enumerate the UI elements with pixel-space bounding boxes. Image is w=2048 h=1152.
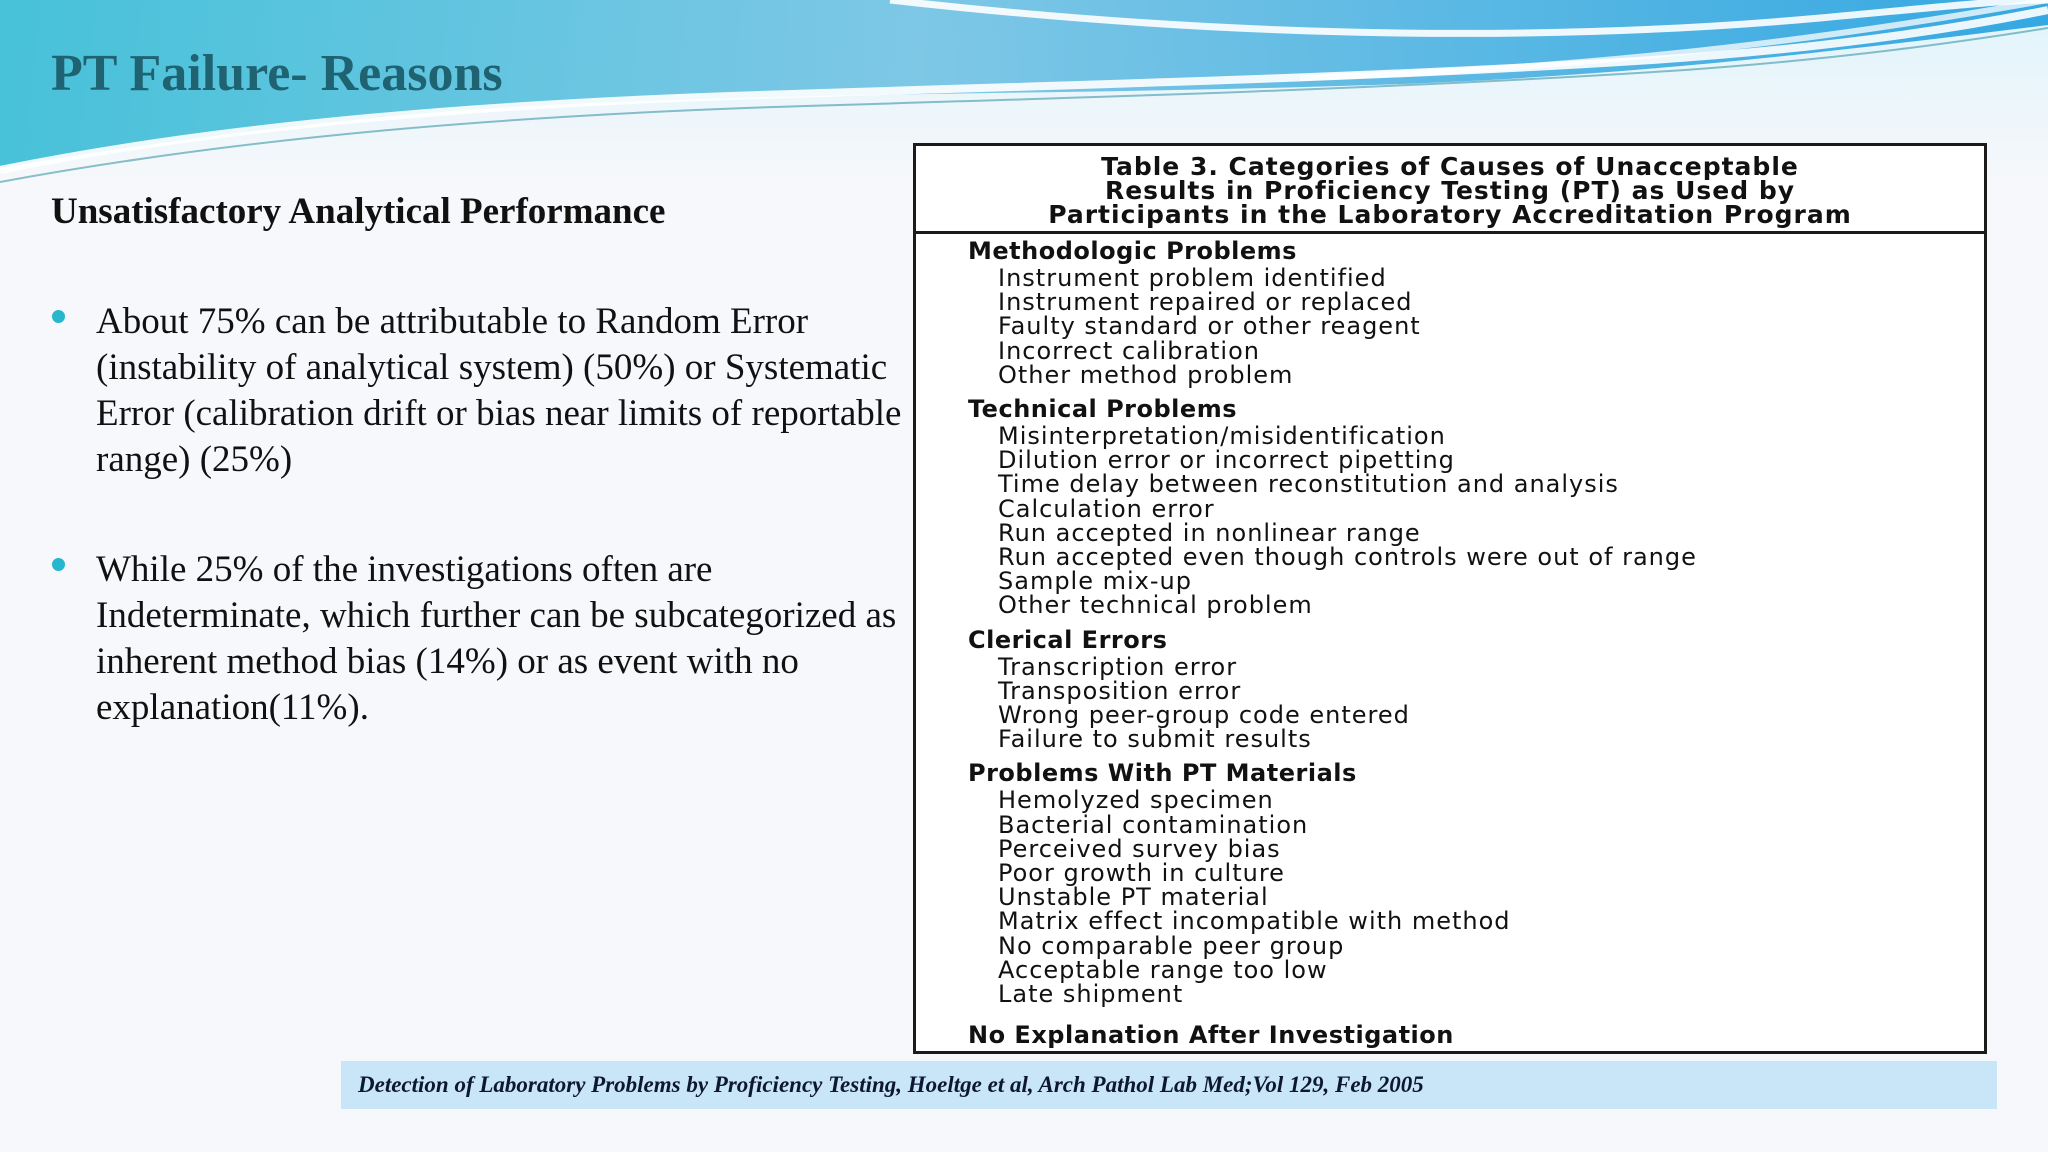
table-list-item: Other technical problem — [998, 591, 1313, 620]
table-list-item: Time delay between reconstitution and analysis — [998, 470, 1619, 499]
table-list-item: Run accepted even though controls were out of range — [998, 543, 1697, 572]
category-no-explanation: No Explanation After Investigation — [968, 1021, 1454, 1049]
table-list-item: Instrument repaired or replaced — [998, 288, 1413, 317]
slide-title: PT Failure- Reasons — [51, 45, 503, 102]
table-list-item: Calculation error — [998, 494, 1215, 523]
table-list-item: Perceived survey bias — [998, 834, 1281, 863]
table-list-item: Faulty standard or other reagent — [998, 312, 1421, 341]
bullet-text: While 25% of the investigations often are Indeterminate, which further can be subcategorized as inherent method bias (14%) or as event with no explanation(11%). — [96, 549, 897, 728]
bullet-dot-icon — [52, 558, 65, 571]
category-technical-problems: Technical Problems — [968, 395, 1237, 424]
bullet-dot-icon — [52, 310, 65, 323]
table-list-item: Run accepted in nonlinear range — [998, 518, 1421, 547]
table-list-item: Matrix effect incompatible with method — [998, 907, 1511, 936]
table-title-line: Results in Proficiency Testing (PT) as Used by — [1104, 176, 1796, 205]
table-list-item: Transcription error — [998, 652, 1238, 681]
table-list-item: Unstable PT material — [998, 883, 1269, 912]
table-list-item: Transposition error — [998, 676, 1242, 705]
table-list-item: Dilution error or incorrect pipetting — [998, 446, 1455, 475]
table-list-item: Failure to submit results — [998, 725, 1312, 754]
citation-bar: Detection of Laboratory Problems by Proficiency Testing, Hoeltge et al, Arch Pathol Lab Med;Vol 129, Feb 2005 — [341, 1061, 1997, 1109]
table-title — [916, 146, 1984, 234]
table-list-item: Hemolyzed specimen — [998, 786, 1274, 815]
table-list-item: Incorrect calibration — [998, 336, 1260, 365]
table-title-line: Participants in the Laboratory Accreditation Program — [1048, 200, 1852, 229]
table-list-item: Other method problem — [998, 360, 1294, 389]
bullet-text: About 75% can be attributable to Random Error (instability of analytical system) (50%) or Systematic Error (calibration drift or bias near limits of reportable range) (25%) — [96, 301, 902, 480]
table-title-line: Table 3. Categories of Causes of Unacceptable — [1101, 152, 1799, 181]
category-pt-materials-problems: Problems With PT Materials — [968, 759, 1357, 788]
bullet-item-indeterminate — [52, 547, 902, 731]
table-list-item: Wrong peer-group code entered — [998, 701, 1410, 730]
bullet-item-random-systematic-error — [52, 299, 902, 483]
pt-causes-table — [913, 143, 1987, 1054]
table-list-item: Bacterial contamination — [998, 810, 1309, 839]
category-clerical-errors: Clerical Errors — [968, 625, 1168, 654]
table-list-item: Sample mix-up — [998, 567, 1192, 596]
table-list-item: Late shipment — [998, 980, 1184, 1009]
category-methodologic-problems: Methodologic Problems — [968, 237, 1297, 265]
table-body — [916, 237, 1984, 1009]
table-list-item: Misinterpretation/misidentification — [998, 422, 1446, 451]
table-list-item: Poor growth in culture — [998, 859, 1285, 888]
table-list-item: Instrument problem identified — [998, 264, 1387, 292]
section-subtitle: Unsatisfactory Analytical Performance — [51, 191, 666, 232]
table-list-item: Acceptable range too low — [998, 955, 1328, 984]
table-list-item: No comparable peer group — [998, 931, 1345, 960]
